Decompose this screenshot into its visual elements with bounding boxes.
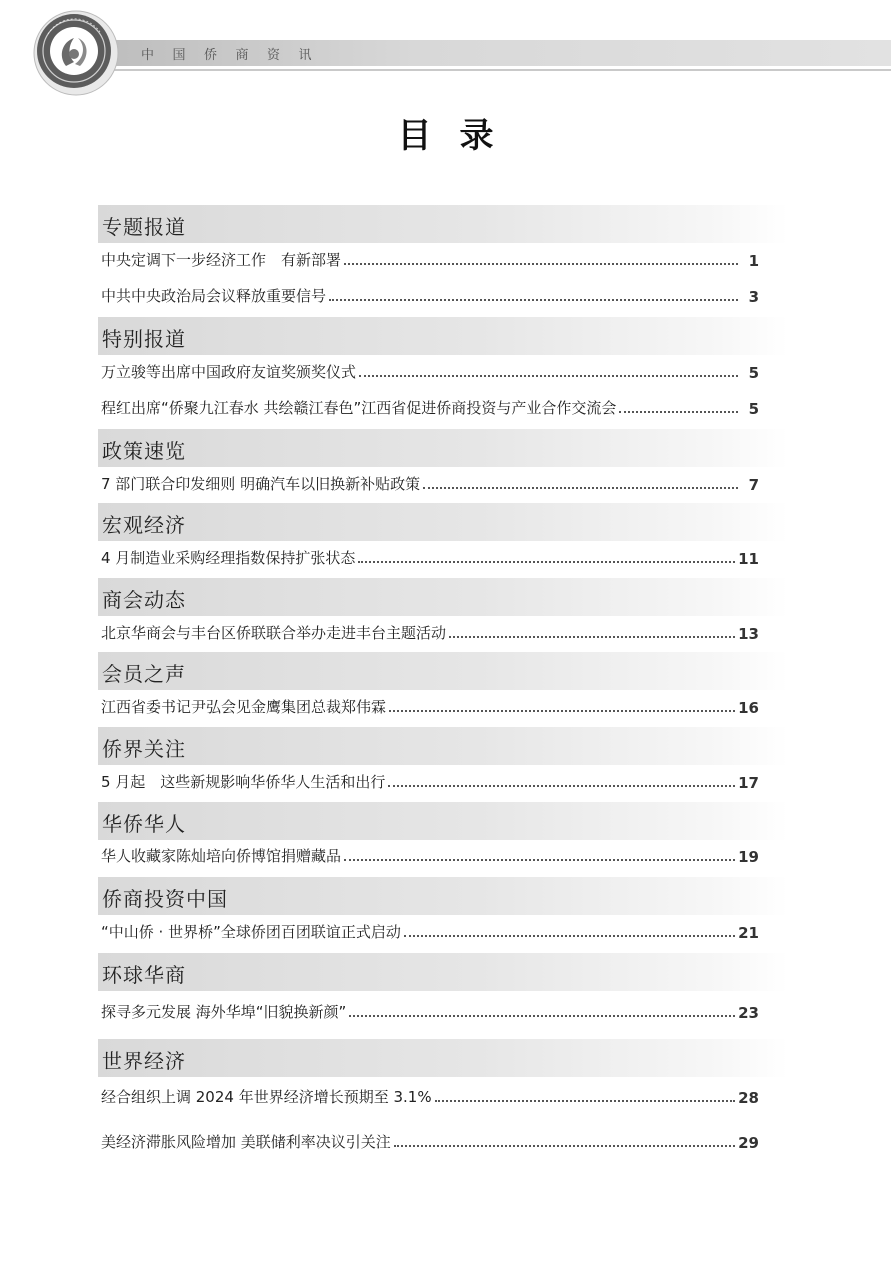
section-title: 世界经济: [102, 1049, 186, 1073]
dot-leader: [359, 375, 738, 377]
section-header: [98, 578, 788, 616]
toc-entry-title: 北京华商会与丰台区侨联联合举办走进丰台主题活动: [101, 624, 447, 642]
toc-page-number: 13: [738, 625, 759, 643]
section-header: [98, 205, 788, 243]
section-header: [98, 429, 788, 467]
section-header: [98, 877, 788, 915]
association-logo: [28, 8, 124, 98]
section-title: 专题报道: [102, 215, 186, 239]
dot-leader: [394, 1145, 735, 1147]
section-title: 环球华商: [102, 963, 186, 987]
toc-entry-title: “中山侨 · 世界桥”全球侨团百团联谊正式启动: [101, 923, 401, 941]
section-header: [98, 503, 788, 541]
toc-entry-title: 江西省委书记尹弘会见金鹰集团总裁郑伟霖: [101, 698, 387, 716]
toc-entry[interactable]: [101, 472, 759, 494]
toc-entry[interactable]: [101, 1000, 759, 1022]
dot-leader: [344, 263, 738, 265]
toc-page-number: 19: [738, 848, 759, 866]
toc-entry-title: 程红出席“侨聚九江春水 共绘赣江春色”江西省促进侨商投资与产业合作交流会: [101, 399, 617, 417]
dot-leader: [344, 859, 735, 861]
toc-entry-title: 经合组织上调 2024 年世界经济增长预期至 3.1%: [101, 1088, 432, 1106]
section-title: 特别报道: [102, 327, 186, 351]
section-title: 华侨华人: [102, 812, 186, 836]
section-header: [98, 1039, 788, 1077]
toc-page-number: 5: [748, 364, 759, 382]
dot-leader: [349, 1015, 735, 1017]
section-title: 宏观经济: [102, 513, 186, 537]
section-header: [98, 317, 788, 355]
section-header: [98, 727, 788, 765]
toc-entry[interactable]: [101, 1130, 759, 1152]
toc-page-number: 11: [738, 550, 759, 568]
toc-page-number: 29: [738, 1134, 759, 1152]
toc-entry-title: 4 月制造业采购经理指数保持扩张状态: [101, 549, 356, 567]
dot-leader: [619, 411, 738, 413]
toc-entry-title: 万立骏等出席中国政府友谊奖颁奖仪式: [101, 363, 357, 381]
toc-entry[interactable]: [101, 546, 759, 568]
toc-page-number: 17: [738, 774, 759, 792]
toc-entry-title: 中共中央政治局会议释放重要信号: [101, 287, 327, 305]
toc-entry[interactable]: [101, 695, 759, 717]
header-divider: [100, 69, 891, 71]
toc-entry[interactable]: [101, 248, 759, 270]
toc-entry-title: 美经济滞胀风险增加 美联储利率决议引关注: [101, 1133, 391, 1151]
toc-entry[interactable]: [101, 920, 759, 942]
toc-page-number: 16: [738, 699, 759, 717]
toc-entry-title: 5 月起 这些新规影响华侨华人生活和出行: [101, 773, 386, 791]
toc-page-number: 1: [748, 252, 759, 270]
toc-page-number: 23: [738, 1004, 759, 1022]
dot-leader: [388, 785, 735, 787]
dot-leader: [329, 299, 738, 301]
toc-entry[interactable]: [101, 1085, 759, 1107]
toc-entry-title: 华人收藏家陈灿培向侨博馆捐赠藏品: [101, 847, 342, 865]
toc-entry[interactable]: [101, 621, 759, 643]
section-title: 商会动态: [102, 588, 186, 612]
toc-entry[interactable]: [101, 396, 759, 418]
toc-entry[interactable]: [101, 360, 759, 382]
section-header: [98, 802, 788, 840]
section-title: 侨界关注: [102, 737, 186, 761]
toc-page-number: 21: [738, 924, 759, 942]
toc-entry-title: 中央定调下一步经济工作 有新部署: [101, 251, 342, 269]
dot-leader: [389, 710, 735, 712]
dot-leader: [358, 561, 735, 563]
header-title: 中国侨商资讯: [141, 48, 331, 63]
toc-page-number: 7: [748, 476, 759, 494]
section-title: 侨商投资中国: [102, 887, 228, 911]
section-header: [98, 652, 788, 690]
toc-entry-title: 7 部门联合印发细则 明确汽车以旧换新补贴政策: [101, 475, 421, 493]
page-title: 目录: [397, 116, 522, 156]
dot-leader: [404, 935, 735, 937]
section-title: 会员之声: [102, 662, 186, 686]
dot-leader: [449, 636, 735, 638]
toc-entry[interactable]: [101, 844, 759, 866]
toc-page-number: 3: [748, 288, 759, 306]
toc-entry[interactable]: [101, 770, 759, 792]
dot-leader: [423, 487, 738, 489]
section-header: [98, 953, 788, 991]
toc-page-number: 28: [738, 1089, 759, 1107]
dot-leader: [435, 1100, 736, 1102]
section-title: 政策速览: [102, 439, 186, 463]
toc-entry-title: 探寻多元发展 海外华埠“旧貌换新颜”: [101, 1003, 347, 1021]
toc-page-number: 5: [748, 400, 759, 418]
toc-entry[interactable]: [101, 284, 759, 306]
